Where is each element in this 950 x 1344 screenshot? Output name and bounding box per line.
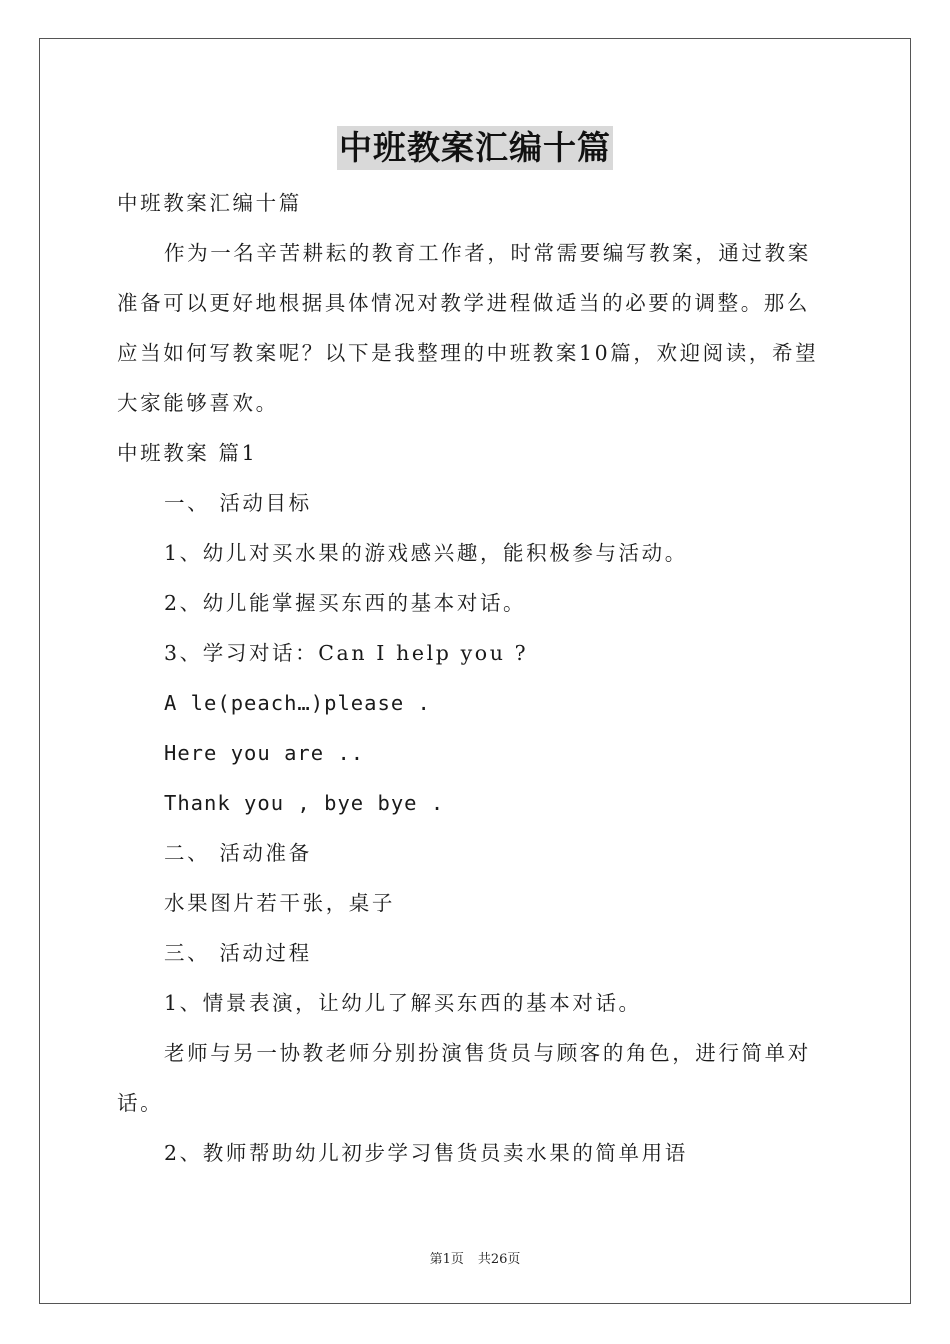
- page-number: 第1页: [429, 1252, 464, 1267]
- document-body: [117, 178, 833, 1178]
- list-item: 3、学习对话：Can I help you ?: [164, 641, 529, 665]
- list-item: 1、幼儿对买水果的游戏感兴趣，能积极参与活动。: [164, 541, 688, 565]
- subsection-heading: 一、 活动目标: [164, 491, 312, 515]
- list-item: 2、教师帮助幼儿初步学习售货员卖水果的简单用语: [164, 1141, 688, 1165]
- section-heading: 中班教案 篇1: [117, 441, 258, 465]
- dialogue-line: Thank you , bye bye .: [164, 791, 445, 815]
- subsection-heading: 三、 活动过程: [164, 941, 312, 965]
- subsection-heading: 二、 活动准备: [164, 841, 312, 865]
- list-item: 1、情景表演，让幼儿了解买东西的基本对话。: [164, 991, 642, 1015]
- body-paragraph: 老师与另一协教老师分别扮演售货员与顾客的角色，进行简单对话。: [117, 1041, 811, 1115]
- page-total: 共26页: [477, 1252, 521, 1267]
- title-container: [0, 126, 950, 170]
- intro-paragraph: 作为一名辛苦耕耘的教育工作者，时常需要编写教案，通过教案准备可以更好地根据具体情况对教学进程做适当的必要的调整。那么应当如何写教案呢？以下是我整理的中班教案10篇，欢迎阅读，希望大家能够喜欢。: [117, 241, 819, 415]
- page-footer: [0, 1248, 950, 1267]
- dialogue-line: A le(peach…)please .: [164, 691, 431, 715]
- subtitle-line: 中班教案汇编十篇: [117, 191, 302, 215]
- list-item: 水果图片若干张，桌子: [164, 891, 395, 915]
- document-title: 中班教案汇编十篇: [337, 126, 613, 170]
- list-item: 2、幼儿能掌握买东西的基本对话。: [164, 591, 527, 615]
- dialogue-line: Here you are ..: [164, 741, 365, 765]
